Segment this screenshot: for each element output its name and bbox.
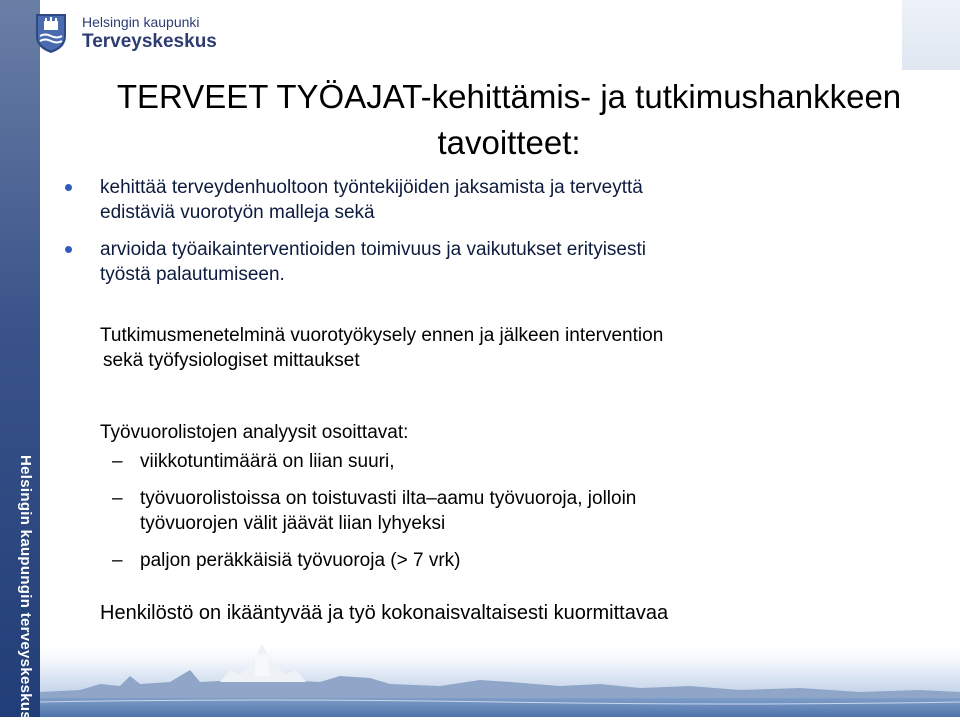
dash-marker: –: [112, 550, 123, 571]
bullet-item: [58, 237, 878, 287]
analysis-item: [100, 548, 920, 573]
methods-line: sekä työfysiologiset mittaukset: [103, 350, 360, 371]
dash-marker: –: [112, 488, 123, 509]
bullet-dot-icon: [65, 184, 72, 191]
helsinki-skyline-photo: [40, 640, 960, 717]
methods-paragraph: [100, 323, 900, 373]
sidebar-vertical-text: Helsingin kaupungin terveyskeskus: [17, 455, 34, 720]
slide-title: [94, 74, 924, 166]
analysis-section: [100, 420, 920, 585]
bullet-item: [58, 175, 878, 225]
bullet-line: kehittää terveydenhuoltoon työntekijöiden jaksamista ja terveyttä: [100, 177, 643, 198]
bullet-line: työstä palautumiseen.: [100, 264, 285, 285]
analysis-heading: Työvuorolistojen analyysit osoittavat:: [100, 422, 409, 443]
goals-bullet-list: [58, 175, 878, 299]
slide-title-line-1: TERVEET TYÖAJAT-kehittämis- ja tutkimushankkeen: [116, 78, 902, 115]
analysis-item-line: paljon peräkkäisiä työvuoroja (> 7 vrk): [140, 550, 461, 571]
left-sidebar-band: [0, 0, 40, 720]
sidebar-vertical-text-box: [6, 455, 36, 720]
helsinki-crest-icon: [34, 12, 68, 54]
bullet-line: edistäviä vuorotyön malleja sekä: [100, 202, 375, 223]
analysis-item: [100, 486, 920, 536]
header-logo: [34, 8, 234, 62]
methods-line: Tutkimusmenetelminä vuorotyökysely ennen ja jälkeen intervention: [100, 325, 664, 346]
analysis-item-line: työvuorojen välit jäävät liian lyhyeksi: [140, 513, 446, 534]
dash-marker: –: [112, 451, 123, 472]
analysis-item-line: viikkotuntimäärä on liian suuri,: [140, 451, 395, 472]
bullet-dot-icon: [65, 246, 72, 253]
conclusion-text: Henkilöstö on ikääntyvää ja työ kokonaisvaltaisesti kuormittavaa: [100, 602, 669, 624]
analysis-item-line: työvuorolistoissa on toistuvasti ilta–aamu työvuoroja, jolloin: [140, 488, 637, 509]
header-org-name: Helsingin kaupunki: [82, 14, 200, 30]
top-right-decoration: [902, 0, 960, 70]
slide-title-line-2: tavoitteet:: [437, 124, 581, 161]
header-unit-name: Terveyskeskus: [82, 31, 217, 52]
analysis-item: [100, 449, 920, 474]
bullet-line: arvioida työaikainterventioiden toimivuus ja vaikutukset erityisesti: [100, 239, 646, 260]
